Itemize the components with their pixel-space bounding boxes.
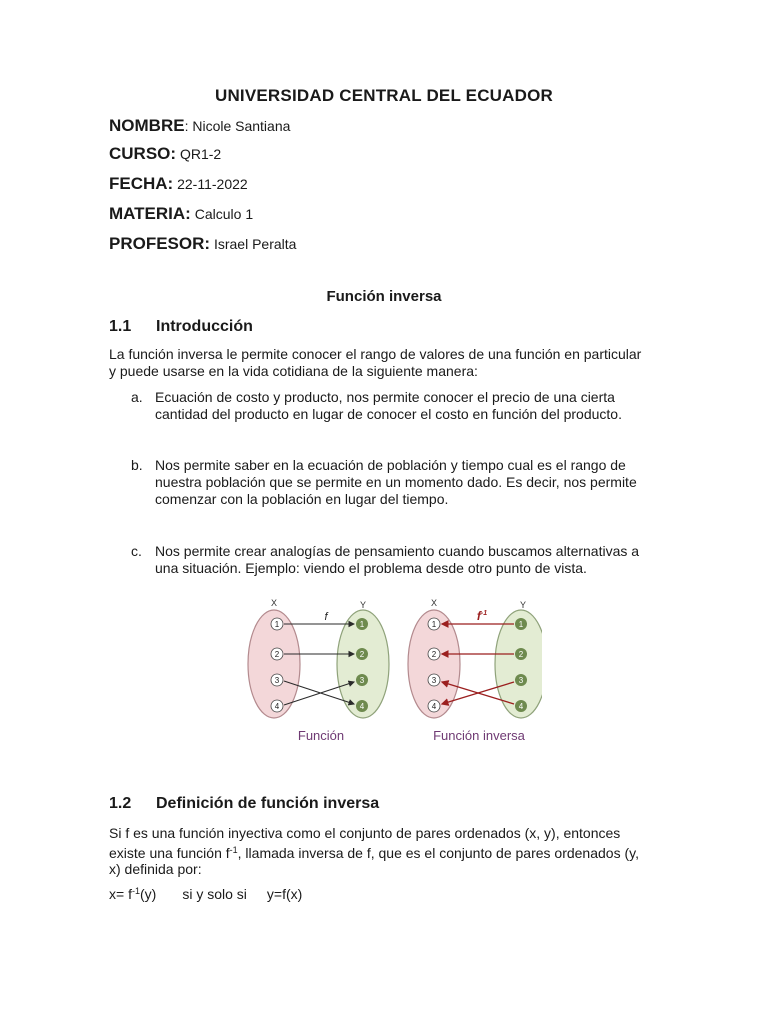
field-fecha [109,174,248,194]
range-node-3: 3 [359,676,365,685]
domain-node-4: 4 [274,702,280,711]
range-node-1: 1 [518,620,524,629]
domain-node-3: 3 [274,676,280,685]
domain-node-2: 2 [431,650,437,659]
caption-funcion-inversa: Función inversa [433,728,525,743]
domain-node-2: 2 [274,650,280,659]
field-label: CURSO: [109,144,177,163]
definition-exponent: -1 [229,844,238,855]
document-title: Función inversa [326,288,442,305]
field-curso [109,144,221,164]
domain-node-3: 3 [431,676,437,685]
function-diagram-right [408,598,542,743]
definition-text-end: , llamada inversa de f, que es el conjunto de pares ordenados (y, x) definida por: [109,844,639,877]
list-marker: b. [131,457,143,473]
function-diagram-left [248,598,389,743]
definition-text-start: Si f es una función inyectiva como el conjunto de pares ordenados (x, y), entonces existe una función f [109,825,621,861]
range-node-2: 2 [359,650,365,659]
section-heading-1 [109,318,253,336]
f-inverse-base: f [476,609,481,623]
list-text: Nos permite saber en la ecuación de población y tiempo cual es el rango de nuestra población que se permite en un momento dado. Es decir, nos permite comenzar con la población en lugar del tiempo. [155,457,637,507]
function-diagram [236,594,542,750]
formula-middle: si y solo si [182,886,247,902]
university-title: UNIVERSIDAD CENTRAL DEL ECUADOR [214,86,554,105]
field-value: QR1-2 [176,146,222,162]
f-label: f [324,611,328,623]
intro-paragraph: La función inversa le permite conocer el rango de valores de una función en particular y puede usarse en la vida cotidiana de la siguiente manera: [109,346,642,379]
inverse-formula [109,886,302,902]
y-set-label: Y [519,600,527,610]
range-node-4: 4 [518,702,524,711]
f-inverse-label [477,609,487,623]
field-sep: : [184,118,189,134]
range-node-4: 4 [359,702,365,711]
x-set-label: X [270,598,278,608]
caption-funcion: Función [297,728,345,743]
field-nombre [109,116,290,136]
formula-rhs: y=f(x) [266,886,303,902]
x-set-label: X [430,598,438,608]
domain-node-1: 1 [274,620,280,629]
list-text: Ecuación de costo y producto, nos permite conocer el precio de una cierta cantidad del producto en lugar de conocer el costo en función del producto. [155,389,622,422]
field-value: Calculo 1 [190,206,254,222]
list-marker: a. [131,389,143,405]
field-materia [109,204,253,224]
field-value: Nicole Santiana [188,118,291,134]
section-number: 1.1 [109,318,132,335]
field-profesor [109,234,296,254]
formula-lhs: x= f [109,886,132,902]
field-label: FECHA: [109,174,174,193]
domain-node-4: 4 [431,702,437,711]
definition-paragraph [109,825,649,878]
formula-exponent: -1 [131,886,140,896]
range-node-2: 2 [518,650,524,659]
domain-node-1: 1 [431,620,437,629]
y-set-label: Y [359,600,367,610]
list-text: Nos permite crear analogías de pensamiento cuando buscamos alternativas a una situación. Ejemplo: viendo el problema desde otro punto de vista. [155,543,640,576]
field-value: Israel Peralta [210,236,297,252]
field-value: 22-11-2022 [173,176,248,192]
section-title: Introducción [156,318,253,335]
section-heading-2 [109,795,379,813]
field-label: NOMBRE [109,116,185,135]
section-title: Definición de función inversa [156,795,380,812]
range-node-3: 3 [518,676,524,685]
field-label: PROFESOR: [109,234,211,253]
field-label: MATERIA: [109,204,191,223]
section-number: 1.2 [109,795,132,812]
list-marker: c. [131,543,142,559]
range-node-1: 1 [359,620,365,629]
f-inverse-exponent: -1 [480,610,488,617]
formula-lhs-end: (y) [139,886,157,902]
